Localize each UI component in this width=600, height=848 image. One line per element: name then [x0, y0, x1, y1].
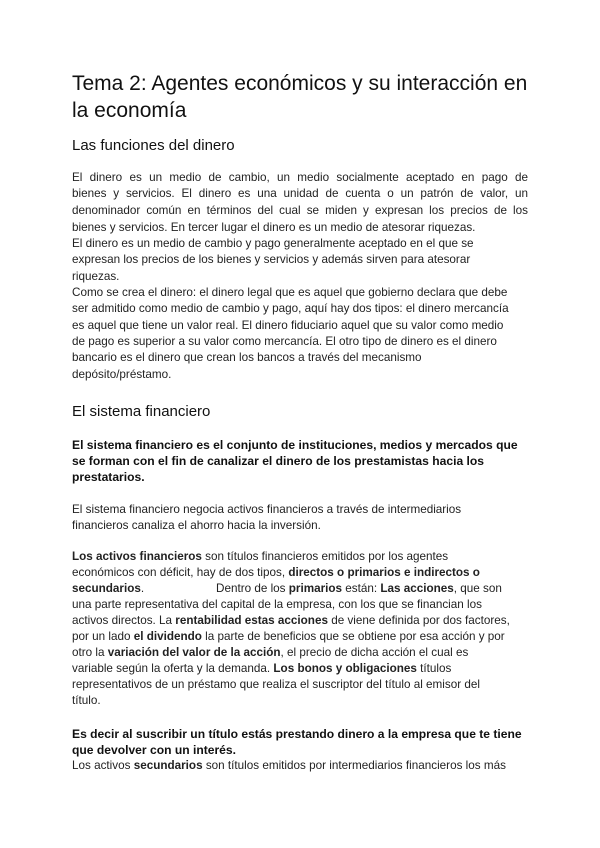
paragraph-line: expresan los precios de los bienes y servicios y además sirven para atesorar: [72, 253, 471, 266]
document-title: Tema 2: Agentes económicos y su interacción en la economía: [72, 72, 528, 122]
paragraph-line: El sistema financiero negocia activos financieros a través de intermediarios: [72, 503, 462, 516]
activos-line: [72, 614, 510, 628]
text-run: , que son: [453, 582, 502, 595]
activos-line: [72, 566, 480, 580]
bold-conclusion-line: que devolver con un interés.: [72, 743, 236, 757]
bold-term: variación del valor de la acción: [107, 646, 281, 659]
text-run: por un lado: [72, 630, 134, 643]
activos-line: [72, 630, 505, 644]
bold-term: Las acciones: [380, 582, 454, 595]
bold-conclusion-line: Es decir al suscribir un título estás prestando dinero a la empresa que te tiene: [72, 727, 522, 741]
text-run: están:: [342, 582, 381, 595]
bold-term: el dividendo: [133, 630, 202, 643]
section-heading-sistema: El sistema financiero: [72, 403, 211, 420]
paragraph-line: es aquel que tiene un valor real. El dinero fiduciario aquel que su valor como medio: [72, 319, 504, 332]
activos-line: título.: [72, 694, 101, 707]
bold-term: Los activos financieros: [72, 550, 202, 563]
bold-intro-line: El sistema financiero es el conjunto de instituciones, medios y mercados que: [72, 438, 518, 452]
text-run: son títulos financieros emitidos por los agentes: [201, 550, 449, 563]
activos-line: una parte representativa del capital de la empresa, con los que se financian los: [72, 598, 482, 611]
section-heading-funciones: Las funciones del dinero: [72, 137, 235, 154]
paragraph-line: ser admitido como medio de cambio y pago, aquí hay dos tipos: el dinero mercancía: [72, 302, 509, 315]
bold-term: secundarios: [72, 582, 141, 595]
bold-intro-line: prestatarios.: [72, 470, 145, 484]
bold-intro-line: se forman con el fin de canalizar el dinero de los prestamistas hacia los: [72, 454, 485, 468]
paragraph-line: El dinero es un medio de cambio y pago generalmente aceptado en el que se: [72, 237, 474, 250]
text-run: , el precio de dicha acción el cual es: [280, 646, 469, 659]
paragraph-line: riquezas.: [72, 270, 120, 283]
activos-line: [216, 582, 502, 596]
text-run: son títulos emitidos por intermediarios financieros los más: [202, 759, 506, 772]
paragraph-line: Como se crea el dinero: el dinero legal que es aquel que gobierno declara que debe: [72, 286, 508, 299]
text-run: otro la: [72, 646, 108, 659]
paragraph-line: bienes y servicios. El dinero es una unidad de cuenta o un patrón de valor, un: [72, 187, 528, 200]
bold-term: secundarios: [133, 759, 203, 772]
text-run: de viene definida por dos factores,: [327, 614, 510, 627]
paragraph-line: bienes y servicios. En tercer lugar el dinero es un medio de atesorar riquezas.: [72, 221, 476, 234]
last-line: [72, 759, 506, 773]
paragraph-line: financieros canaliza el ahorro hacia la inversión.: [72, 519, 321, 532]
text-run: variable según la oferta y la demanda.: [72, 662, 274, 675]
paragraph-line: depósito/préstamo.: [72, 368, 172, 381]
activos-line: [72, 550, 448, 564]
text-run: la parte de beneficios que se obtiene por esa acción y por: [201, 630, 505, 643]
paragraph-line: denominador común en términos del cual se miden y expresan los precios de los: [72, 204, 528, 217]
text-run: activos directos. La: [72, 614, 176, 627]
bold-term: primarios: [288, 582, 343, 595]
activos-line: [72, 582, 144, 596]
bold-term: directos o primarios e indirectos o: [288, 566, 480, 579]
paragraph-line: bancario es el dinero que crean los bancos a través del mecanismo: [72, 351, 422, 364]
text-run: títulos: [416, 662, 452, 675]
paragraph-line: de pago es superior a su valor como mercancía. El otro tipo de dinero es el dinero: [72, 335, 497, 348]
bold-term: Los bonos y obligaciones: [273, 662, 417, 675]
paragraph-line: El dinero es un medio de cambio, un medio socialmente aceptado en pago de: [72, 171, 528, 184]
text-run: Los activos: [72, 759, 134, 772]
activos-line: [72, 646, 468, 660]
activos-line: representativos de un préstamo que realiza el suscriptor del título al emisor del: [72, 678, 480, 691]
activos-line: [72, 662, 451, 676]
text-run: económicos con déficit, hay de dos tipos,: [72, 566, 289, 579]
text-run: .: [140, 582, 145, 595]
bold-term: rentabilidad estas acciones: [175, 614, 328, 627]
text-run: Dentro de los: [216, 582, 289, 595]
